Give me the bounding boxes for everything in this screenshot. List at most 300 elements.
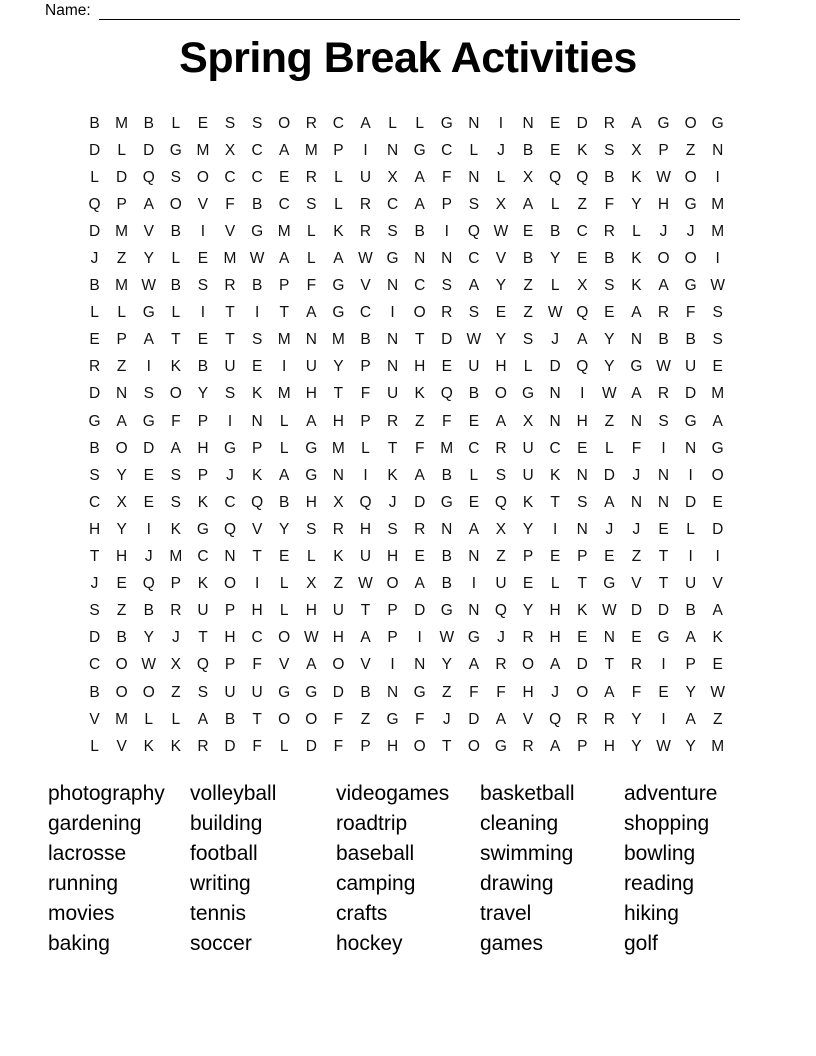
grid-letter: G [684,412,697,430]
grid-letter: K [387,466,398,484]
grid-letter: P [170,575,181,593]
grid-letter: L [415,114,424,132]
grid-letter: P [658,141,669,159]
grid-letter: F [685,304,696,322]
grid-letter: N [305,331,317,349]
grid-letter: Y [685,683,696,701]
word-bank-item: tennis [190,902,247,925]
grid-letter: O [657,250,670,268]
grid-letter: R [576,710,588,728]
grid-letter: E [604,304,615,322]
grid-letter: T [198,629,208,647]
grid-letter: N [657,466,670,484]
grid-letter: P [360,412,371,430]
grid-letter: A [631,385,642,403]
grid-letter: I [390,304,395,322]
grid-letter: N [468,168,480,186]
grid-letter: G [332,304,345,322]
grid-letter: L [90,737,99,755]
grid-letter: X [577,277,588,295]
grid-letter: O [278,114,291,132]
grid-letter: C [88,493,101,511]
grid-letter: I [146,358,151,376]
grid-letter: V [360,656,371,674]
grid-letter: Y [685,737,696,755]
grid-letter: Z [116,250,127,268]
grid-letter: T [89,548,100,566]
grid-letter: F [631,683,642,701]
grid-letter: H [332,629,344,647]
grid-letter: C [224,493,236,511]
grid-letter: F [225,195,235,213]
grid-letter: M [711,737,725,755]
grid-letter: S [224,114,236,132]
grid-letter: B [89,439,100,457]
grid-letter: J [659,222,668,240]
grid-letter: L [144,710,154,728]
grid-letter: E [577,629,588,647]
grid-letter: W [547,304,563,322]
grid-letter: K [197,493,209,511]
grid-letter: R [386,412,399,430]
grid-letter: P [360,737,371,755]
grid-letter: T [333,385,344,403]
grid-letter: M [223,250,237,268]
grid-letter: T [252,710,262,728]
grid-letter: I [580,385,585,403]
grid-letter: E [631,629,642,647]
grid-letter: E [549,141,561,159]
grid-letter: D [332,683,344,701]
grid-letter: L [117,304,126,322]
grid-letter: U [522,439,534,457]
grid-letter: E [495,304,507,322]
grid-letter: N [441,520,453,538]
grid-letter: W [141,277,157,295]
grid-letter: B [685,331,696,349]
grid-letter: E [577,439,588,457]
grid-letter: S [224,385,236,403]
word-bank-item: soccer [190,932,252,955]
grid-letter: L [550,575,560,593]
grid-letter: J [442,710,451,728]
grid-letter: Y [333,358,344,376]
grid-letter: B [251,195,263,213]
grid-letter: N [712,141,724,159]
grid-letter: E [658,683,669,701]
grid-letter: L [279,602,289,620]
grid-letter: O [278,710,291,728]
grid-letter: W [141,656,157,674]
grid-letter: Y [116,466,127,484]
word-bank-column-3 [336,779,449,959]
grid-letter: Z [171,683,181,701]
grid-letter: C [251,141,263,159]
word-bank-item: adventure [624,782,718,805]
word-bank-item: baking [48,932,110,955]
grid-letter: J [90,250,99,268]
grid-letter: R [603,710,615,728]
grid-letter: A [279,250,290,268]
grid-letter: X [333,493,344,511]
grid-letter: B [116,629,127,647]
grid-letter: K [577,141,588,159]
grid-letter: S [604,141,615,159]
grid-letter: P [685,656,696,674]
grid-letter: T [577,575,587,593]
grid-letter: T [604,656,615,674]
grid-letter: Q [142,168,155,186]
word-bank-column-4 [480,779,575,959]
grid-letter: G [169,141,182,159]
grid-letter: N [576,520,588,538]
grid-letter: N [522,114,534,132]
grid-letter: Y [441,656,452,674]
grid-letter: D [88,629,101,647]
grid-letter: Y [143,250,154,268]
grid-letter: B [89,277,100,295]
grid-letter: L [90,304,99,322]
grid-letter: S [387,222,398,240]
grid-letter: I [498,114,504,132]
grid-letter: W [710,683,726,701]
grid-letter: O [711,466,724,484]
grid-letter: T [225,331,235,349]
grid-letter: M [304,141,318,159]
grid-letter: G [278,683,291,701]
grid-letter: K [522,493,534,511]
grid-letter: N [414,656,426,674]
grid-letter: O [223,575,237,593]
grid-letter: L [388,114,397,132]
grid-letter: I [715,548,720,566]
grid-letter: V [251,520,263,538]
grid-letter: O [576,683,589,701]
word-bank [0,779,816,969]
grid-letter: E [712,656,723,674]
grid-letter: N [441,250,453,268]
grid-letter: A [306,304,317,322]
grid-letter: K [251,466,263,484]
grid-letter: T [550,493,560,511]
grid-letter: A [468,656,480,674]
grid-letter: G [223,439,237,457]
grid-letter: P [251,439,263,457]
grid-letter: L [334,168,343,186]
grid-letter: I [417,629,422,647]
word-search-grid [81,110,731,760]
grid-letter: M [331,439,345,457]
grid-letter: C [88,656,101,674]
grid-letter: E [712,358,723,376]
grid-letter: C [549,439,561,457]
word-bank-item: gardening [48,812,142,835]
name-row [45,1,740,20]
grid-letter: N [468,114,480,132]
grid-letter: G [711,439,724,457]
grid-letter: A [306,412,317,430]
grid-letter: D [88,141,101,159]
grid-letter: D [685,385,697,403]
grid-letter: D [630,602,643,620]
grid-letter: P [197,412,209,430]
grid-letter: F [306,277,317,295]
word-bank-item: cleaning [480,812,559,835]
grid-letter: R [441,304,453,322]
grid-letter: D [468,710,480,728]
grid-letter: I [661,439,666,457]
grid-letter: S [89,466,100,484]
grid-letter: B [685,602,696,620]
grid-letter: H [251,602,263,620]
grid-letter: S [658,412,669,430]
grid-letter: A [604,493,615,511]
grid-letter: R [495,439,507,457]
grid-letter: N [386,331,399,349]
grid-letter: X [522,168,534,186]
grid-letter: K [333,222,344,240]
grid-letter: R [359,195,372,213]
grid-letter: S [306,520,317,538]
grid-letter: F [171,412,181,430]
word-bank-item: games [480,932,544,955]
grid-letter: S [170,168,181,186]
grid-letter: L [279,575,289,593]
grid-letter: U [468,358,480,376]
grid-letter: R [603,222,615,240]
grid-letter: M [277,222,291,240]
grid-letter: G [630,358,643,376]
grid-letter: A [279,466,290,484]
grid-letter: L [171,250,181,268]
grid-letter: H [305,493,317,511]
grid-letter: K [414,385,425,403]
grid-letter: P [116,331,127,349]
grid-letter: B [604,168,615,186]
grid-letter: A [468,277,480,295]
grid-letter: Q [223,520,237,538]
grid-letter: V [143,222,154,240]
grid-letter: L [469,466,479,484]
grid-letter: U [359,548,372,566]
grid-letter: E [414,548,425,566]
grid-letter: I [715,168,720,186]
grid-letter: O [115,656,128,674]
grid-letter: S [712,304,723,322]
grid-letter: Y [522,520,534,538]
grid-letter: D [603,466,615,484]
grid-letter: F [631,439,642,457]
grid-letter: I [715,250,720,268]
grid-letter: H [88,520,101,538]
grid-letter: Y [279,520,290,538]
grid-letter: N [468,602,480,620]
grid-letter: O [684,168,697,186]
grid-letter: A [685,710,696,728]
grid-letter: V [522,710,534,728]
grid-letter: D [224,737,236,755]
grid-letter: E [89,331,100,349]
grid-letter: H [386,737,399,755]
grid-letter: N [657,493,670,511]
grid-letter: W [249,250,265,268]
grid-letter: O [684,250,697,268]
grid-letter: G [305,466,318,484]
grid-letter: A [360,629,371,647]
grid-letter: E [549,114,561,132]
grid-letter: Z [442,683,452,701]
grid-letter: N [116,385,128,403]
name-label: Name: [45,2,91,19]
grid-letter: B [89,114,100,132]
grid-letter: O [413,304,426,322]
grid-letter: C [441,141,453,159]
grid-letter: T [387,439,398,457]
grid-letter: H [386,548,399,566]
grid-letter: A [712,602,723,620]
grid-letter: L [334,195,343,213]
grid-letter: M [115,222,129,240]
grid-letter: S [251,331,263,349]
grid-letter: N [630,331,643,349]
grid-letter: E [279,168,290,186]
grid-letter: I [390,656,395,674]
grid-letter: T [360,602,371,620]
grid-letter: C [224,168,236,186]
grid-letter: I [282,358,287,376]
grid-letter: J [632,466,641,484]
grid-letter: C [359,304,372,322]
word-bank-item: camping [336,872,416,895]
grid-letter: N [549,385,561,403]
grid-letter: Q [88,195,101,213]
grid-letter: I [661,656,666,674]
grid-letter: P [522,548,534,566]
grid-letter: G [196,520,209,538]
grid-letter: S [197,683,209,701]
grid-letter: D [712,520,724,538]
grid-letter: C [576,222,588,240]
word-bank-item: football [190,842,258,865]
grid-letter: U [197,602,209,620]
grid-letter: F [414,710,425,728]
grid-letter: Q [576,304,589,322]
grid-letter: U [332,602,344,620]
grid-letter: C [197,548,209,566]
grid-letter: Q [440,385,453,403]
grid-letter: X [522,412,534,430]
grid-letter: G [332,277,345,295]
grid-letter: R [495,656,507,674]
grid-letter: A [116,412,127,430]
grid-letter: W [602,385,617,403]
grid-letter: A [658,277,669,295]
grid-letter: A [414,575,425,593]
grid-letter: S [577,493,588,511]
grid-letter: I [661,710,666,728]
grid-letter: Y [631,195,642,213]
grid-letter: L [632,222,641,240]
grid-letter: L [550,195,560,213]
grid-letter: I [552,520,558,538]
grid-letter: G [251,222,264,240]
grid-letter: M [115,114,129,132]
grid-letter: U [386,385,399,403]
grid-letter: B [170,222,181,240]
grid-letter: E [549,548,561,566]
grid-letter: Q [549,168,562,186]
grid-letter: I [688,548,693,566]
grid-letter: G [413,141,426,159]
grid-letter: R [332,520,344,538]
grid-letter: A [577,331,588,349]
grid-letter: S [387,520,398,538]
grid-letter: K [577,602,588,620]
grid-letter: H [603,737,615,755]
grid-letter: O [169,385,182,403]
grid-letter: G [386,710,399,728]
word-bank-item: building [190,812,263,835]
grid-letter: E [522,222,534,240]
grid-letter: S [441,277,452,295]
grid-letter: F [469,683,479,701]
grid-letter: E [577,250,588,268]
grid-letter: I [688,466,693,484]
grid-letter: E [251,358,263,376]
grid-letter: H [359,520,372,538]
grid-letter: A [685,629,696,647]
grid-letter: Q [251,493,264,511]
word-bank-item: crafts [336,902,388,925]
grid-letter: E [143,466,154,484]
grid-letter: R [657,304,670,322]
grid-letter: Y [495,277,507,295]
grid-letter: O [413,737,426,755]
grid-letter: E [143,493,154,511]
grid-letter: W [602,602,617,620]
grid-letter: B [89,683,100,701]
grid-letter: L [496,168,506,186]
grid-letter: O [196,168,209,186]
grid-letter: J [551,683,560,701]
grid-letter: P [279,277,290,295]
grid-letter: C [251,168,263,186]
grid-letter: Y [549,250,561,268]
grid-letter: I [471,575,477,593]
grid-letter: V [631,575,642,593]
grid-letter: R [170,602,182,620]
grid-letter: L [469,141,479,159]
grid-letter: B [604,250,615,268]
grid-letter: M [115,277,129,295]
grid-letter: M [331,331,345,349]
grid-letter: Y [197,385,209,403]
grid-letter: A [495,710,507,728]
grid-letter: A [279,141,290,159]
grid-letter: B [251,277,263,295]
grid-letter: N [386,141,399,159]
grid-letter: J [551,331,560,349]
grid-letter: B [441,575,452,593]
grid-letter: I [444,222,449,240]
grid-letter: V [197,195,209,213]
grid-letter: W [358,250,373,268]
grid-letter: S [495,466,507,484]
grid-letter: U [224,683,236,701]
grid-letter: B [143,114,154,132]
grid-letter: A [414,168,425,186]
grid-letter: D [657,602,670,620]
